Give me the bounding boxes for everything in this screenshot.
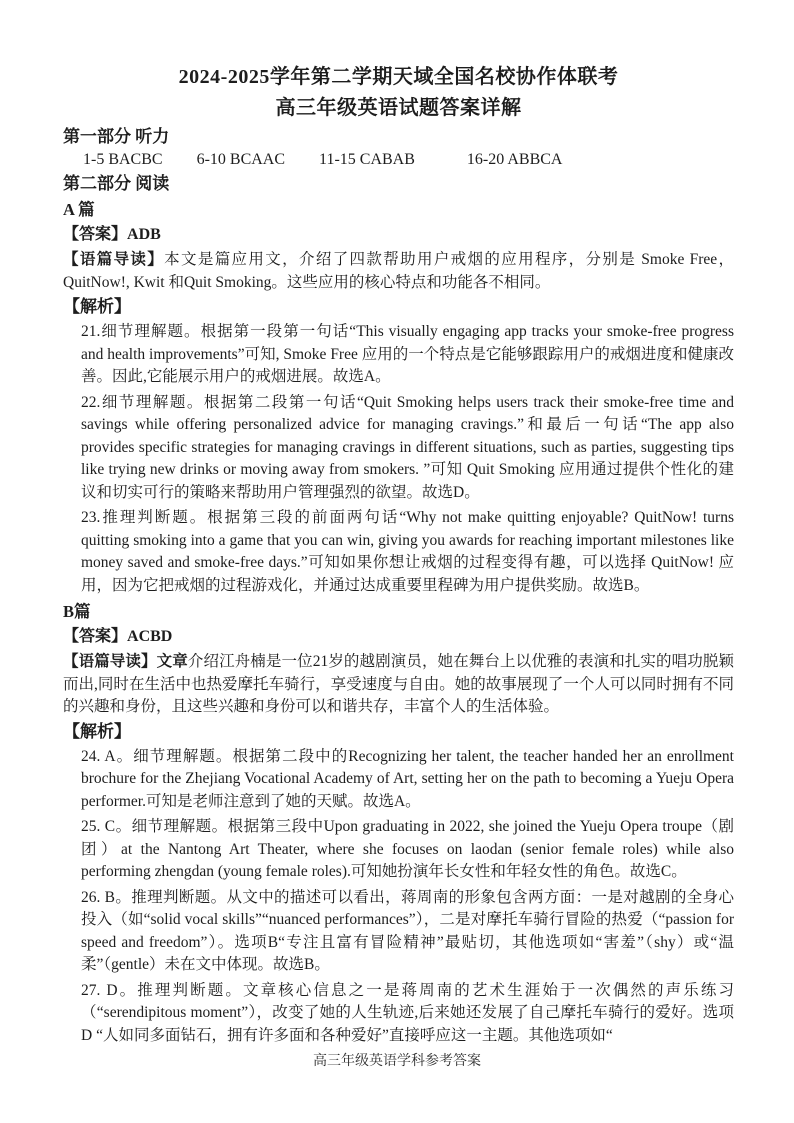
- analysis-item-21: 21.细节理解题。根据第一段第一句话“This visually engaging app tracks your smoke-free progress and health improvements”可知, Smoke Free 应用的一个特点是它能够跟踪用户的戒烟进度和健康改善。因此,它能展示用户的戒烟进展。故选A。: [81, 323, 734, 385]
- passage-b-answer-line: [63, 625, 734, 648]
- passage-a-answer-line: [63, 223, 734, 246]
- analysis-item-26: 26. B。推理判断题。从文中的描述可以看出，蒋周南的形象包含两方面：一是对越剧的全身心投入（如“solid vocal skills”“nuanced performances”），二是对摩托车骑行冒险的热爱（“passion for speed and freedom”）。选项B“专注且富有冒险精神”最贴切，其他选项如“害羞”（shy）或“温柔”（gentle）未在文中体现。故选B。: [81, 888, 734, 973]
- analysis-item-22: 22.细节理解题。根据第二段第一句话“Quit Smoking helps users track their smoke-free time and savings while offering personalized advice for managing cravings.”和最后一句话“The app also provides specific strategies for managing cravings in different situations, such as parties, suggesting tips like trying new drinks or moving away from smokers. ”可知 Quit Smoking 应用通过提供个性化的建议和切实可行的策略来帮助用户管理强烈的欲望。故选D。: [81, 393, 734, 501]
- document-title-line1: 2024-2025学年第二学期天域全国名校协作体联考: [178, 66, 619, 88]
- passage-b-answer-label: 【答案】: [63, 628, 128, 645]
- analysis-item-27: 27. D。推理判断题。文章核心信息之一是蒋周南的艺术生涯始于一次偶然的声乐练习（“serendipitous moment”），改变了她的人生轨迹,后来她还发展了自己摩托车骑行的爱好。选项D “人如同多面钻石，拥有许多面和各种爱好”直接呼应这一主题。其他选项如“: [81, 981, 734, 1044]
- passage-b-guide-text: 介绍江舟楠是一位21岁的越剧演员，她在舞台上以优雅的表演和扎实的唱功脱颖而出,同时在生活中也热爱摩托车骑行，享受速度与自由。她的故事展现了一个人可以同时拥有不同的兴趣和身份，且这些兴趣和身份可以和谐共存，丰富个人的生活体验。: [63, 653, 734, 715]
- passage-b-guide-paragraph: [63, 651, 734, 719]
- passage-b-heading: B篇: [63, 602, 91, 621]
- page-footer: 高三年级英语学科参考答案: [313, 1054, 481, 1069]
- analysis-item-23: 23.推理判断题。根据第三段的前面两句话“Why not make quitting enjoyable? QuitNow! turns quitting smoking into a game that you can win, giving you awards for reaching important milestones like money saved and smoke-free days.”可知如果你想让戒烟的过程变得有趣，可以选择 QuitNow! 应用，因为它把戒烟的过程游戏化，并通过达成重要里程碑为用户提供奖励。故选B。: [81, 509, 734, 594]
- passage-b-analysis-label: 【解析】: [63, 721, 131, 741]
- passage-b-guide-lead: 文章: [156, 653, 188, 670]
- passage-a-answer-label: 【答案】: [63, 226, 128, 243]
- listening-answers-16-20: 16-20 ABBCA: [466, 151, 563, 168]
- part2-heading: 第二部分 阅读: [63, 174, 170, 193]
- passage-a-heading: A 篇: [63, 200, 95, 219]
- passage-a-guide-label: 【语篇导读】: [63, 251, 165, 268]
- analysis-item-24: 24. A。细节理解题。根据第二段中的Recognizing her talent, the teacher handed her an enrollment brochure for the Zhejiang Vocational Academy of Art, setting her on the path to becoming a Yueju Opera performer.可知是老师注意到了她的天赋。故选A。: [81, 747, 734, 810]
- listening-answers-6-10: 6-10 BCAAC: [196, 151, 286, 168]
- listening-answers-1-5: 1-5 BACBC: [83, 151, 163, 168]
- analysis-item-25: 25. C。细节理解题。根据第三段中Upon graduating in 2022, she joined the Yueju Opera troupe（剧团）at the Nantong Art Theater, where she focuses on laodan (senior female roles) while also performing zhengdan (young female roles).可知她扮演年长女性和年轻女性的角色。故选C。: [81, 818, 734, 880]
- part1-heading: 第一部分 听力: [63, 127, 170, 146]
- passage-a-answer-value: ADB: [127, 226, 161, 243]
- passage-b-answer-value: ACBD: [127, 628, 173, 645]
- passage-a-guide-text: 本文是篇应用文，介绍了四款帮助用户戒烟的应用程序，分别是 Smoke Free，QuitNow!, Kwit 和Quit Smoking。这些应用的核心特点和功能各不相同。: [63, 251, 734, 291]
- passage-a-guide-paragraph: [63, 249, 734, 294]
- passage-a-analysis-label: 【解析】: [63, 297, 131, 316]
- document-title-line2: 高三年级英语试题答案详解: [275, 97, 522, 119]
- listening-answers-11-15: 11-15 CABAB: [319, 151, 415, 168]
- passage-b-guide-label: 【语篇导读】: [63, 653, 157, 670]
- listening-answers-row: [63, 148, 734, 171]
